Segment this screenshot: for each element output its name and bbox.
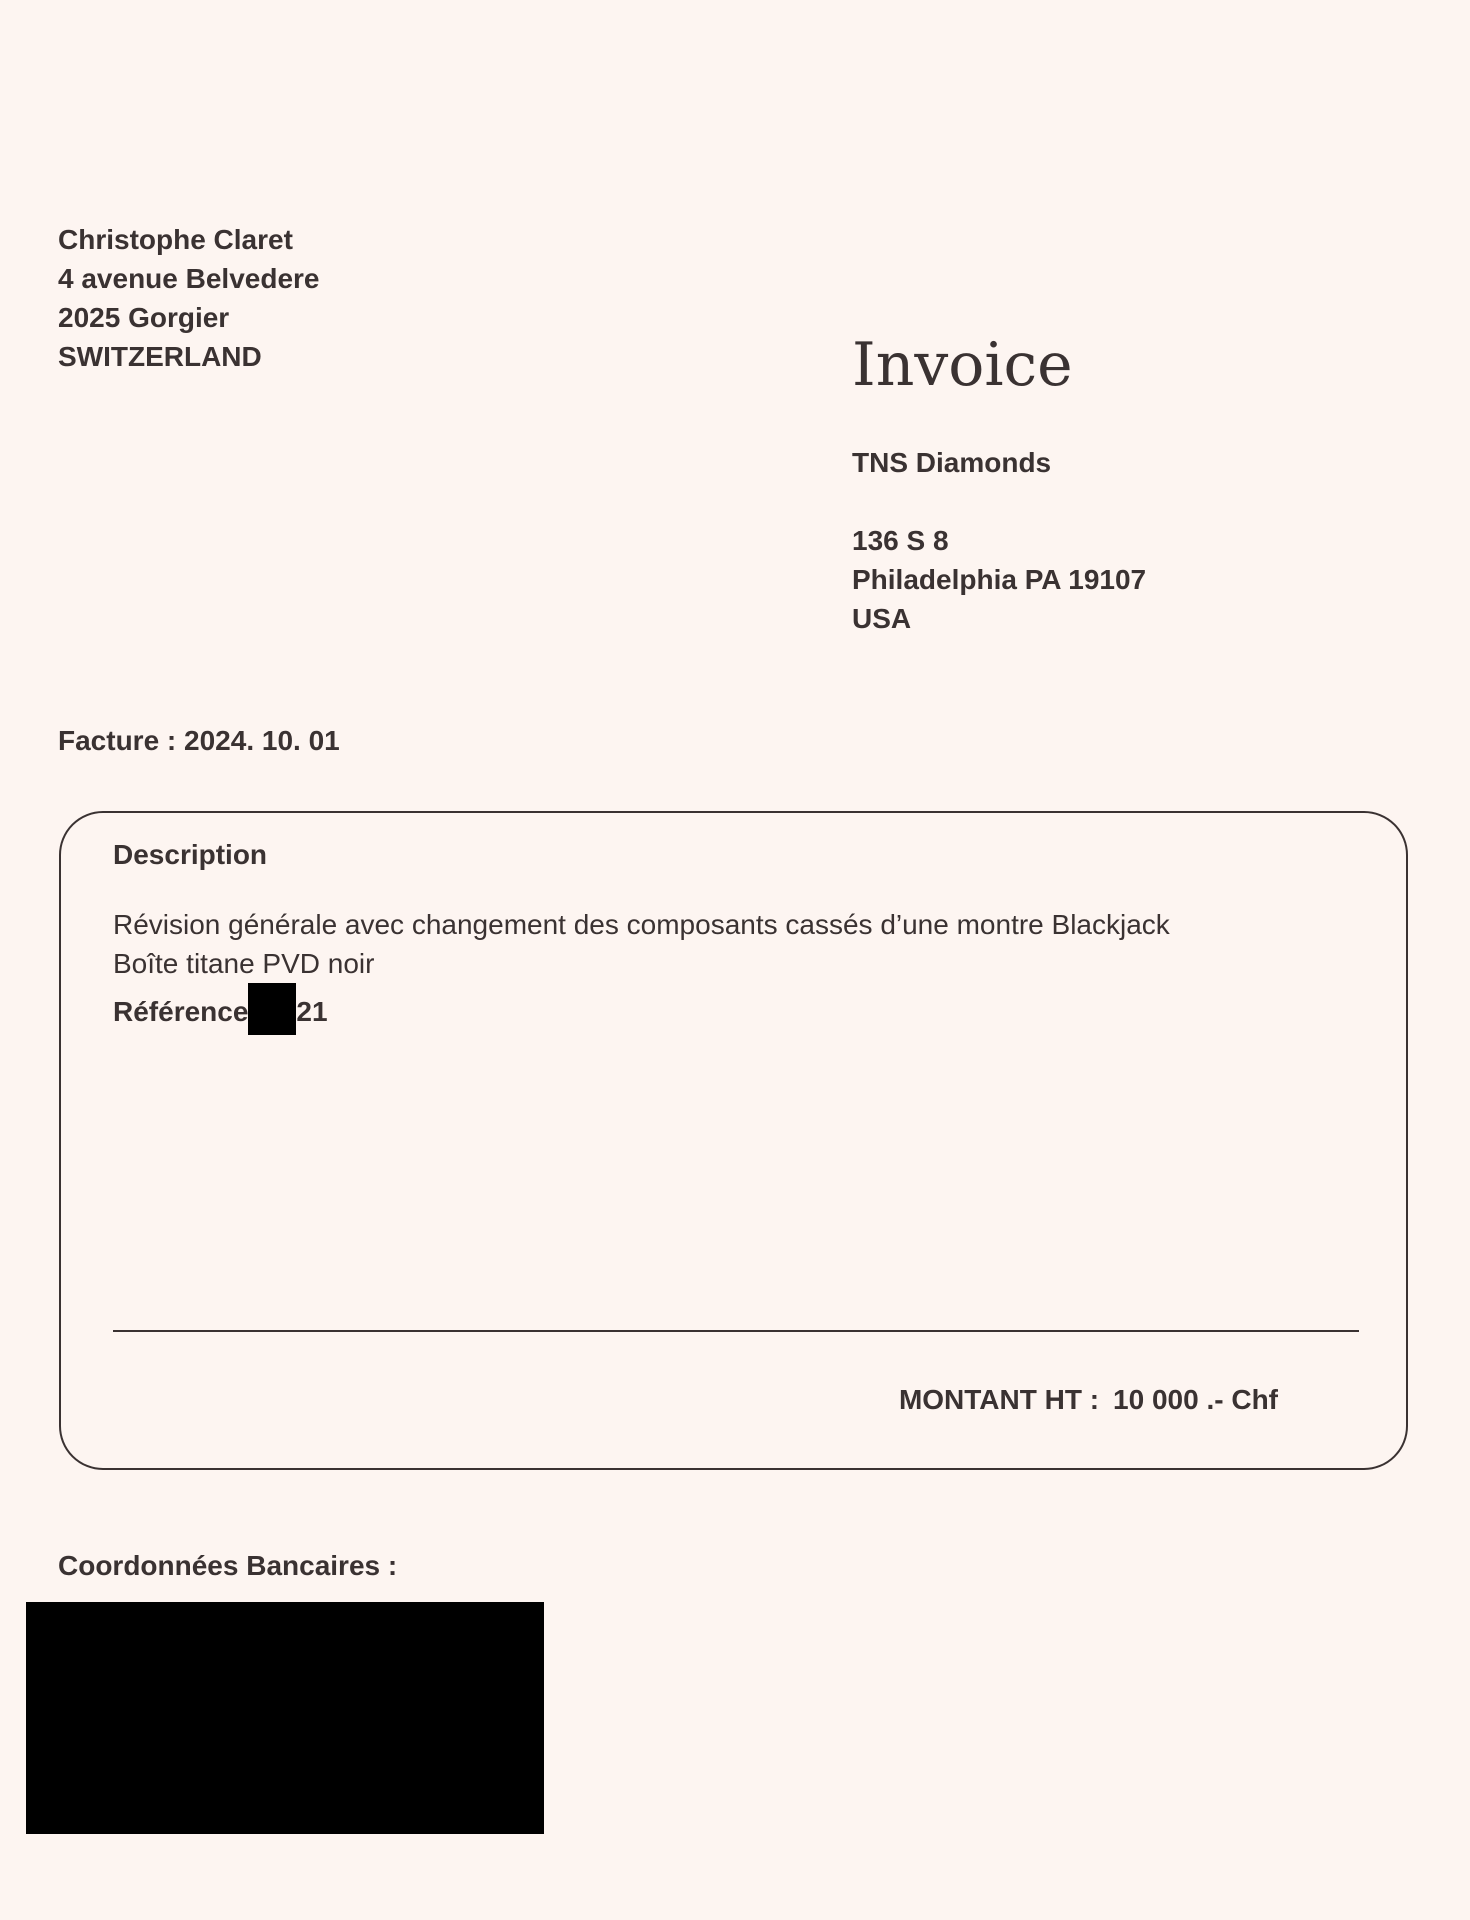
description-line-2: Boîte titane PVD noir [113,948,375,979]
sender-city: 2025 Gorgier [58,302,230,333]
total-amount [899,1384,1278,1416]
sender-country: SWITZERLAND [58,341,262,372]
reference-redaction [248,983,296,1035]
bank-details-redaction [26,1602,544,1834]
invoice-number: Facture : 2024. 10. 01 [58,725,340,756]
sender-address [58,220,320,376]
recipient-address [852,443,1146,638]
total-label: MONTANT HT : [898,1384,1100,1415]
reference-line [113,983,1170,1035]
sender-street: 4 avenue Belvedere [58,263,320,294]
sender-name: Christophe Claret [58,224,293,255]
recipient-street: 136 S 8 [852,525,949,556]
reference-label: Référence [113,996,249,1027]
recipient-company: TNS Diamonds [852,447,1052,478]
reference-suffix: 21 [296,996,328,1027]
description-line-1: Révision générale avec changement des composants cassés d’une montre Blackjack [113,909,1170,940]
description-heading: Description [113,839,268,870]
document-title: Invoice [852,330,1073,400]
total-value: 10 000 .- Chf [1113,1384,1278,1415]
description-lines [113,905,1170,1035]
description-box [59,811,1408,1470]
recipient-city: Philadelphia PA 19107 [852,564,1147,595]
bank-details-heading: Coordonnées Bancaires : [58,1550,398,1581]
divider-line [113,1330,1359,1332]
recipient-country: USA [852,603,912,634]
